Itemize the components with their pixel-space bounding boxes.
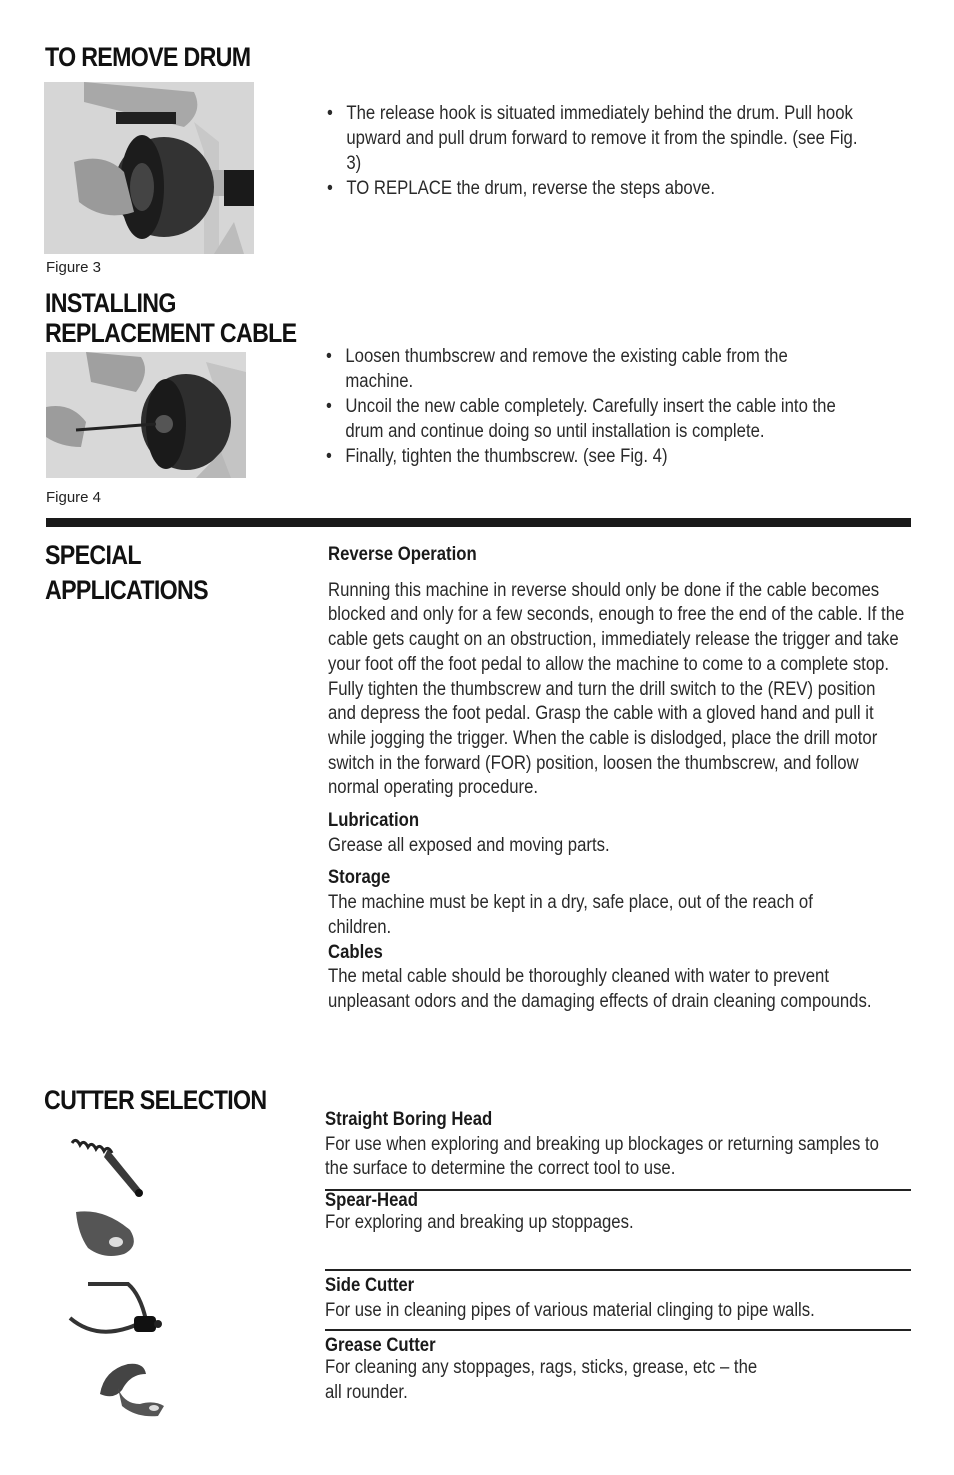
figure-3-caption: Figure 3 bbox=[46, 259, 102, 276]
section-divider bbox=[46, 518, 911, 527]
cutter-item-grease-cutter bbox=[325, 1335, 888, 1405]
cutter-item-spear-head bbox=[325, 1190, 888, 1234]
figure-4-caption: Figure 4 bbox=[46, 489, 102, 506]
cutter-item-title: Spear-Head bbox=[325, 1190, 418, 1211]
cutter-item-title: Straight Boring Head bbox=[325, 1109, 493, 1130]
replacement-cable-heading-line2: REPLACEMENT CABLE bbox=[45, 318, 297, 348]
replacement-cable-heading bbox=[45, 288, 337, 348]
cutter-divider bbox=[325, 1269, 911, 1271]
straight-boring-head-icon bbox=[68, 1135, 148, 1199]
replacement-cable-instructions bbox=[326, 344, 872, 469]
special-applications-heading-line2: APPLICATIONS bbox=[45, 575, 208, 605]
side-cutter-icon bbox=[68, 1280, 164, 1344]
figure-3-photo bbox=[44, 82, 254, 254]
replacement-cable-heading-line1: INSTALLING bbox=[45, 288, 176, 318]
cutter-item-description: For cleaning any stoppages, rags, sticks, grease, etc – the all rounder. bbox=[325, 1357, 758, 1403]
remove-drum-step-1: • The release hook is situated immediately behind the drum. Pull hook upward and pull drum forward to remove it from the spindle. (see Fig. 3) bbox=[327, 101, 873, 176]
lubrication-title: Lubrication bbox=[328, 810, 420, 832]
spear-head-icon bbox=[74, 1208, 140, 1260]
cutter-selection-heading: CUTTER SELECTION bbox=[44, 1085, 267, 1115]
special-applications-heading-line1: SPECIAL bbox=[45, 540, 141, 570]
remove-drum-instructions bbox=[327, 101, 873, 201]
cutter-item-title: Side Cutter bbox=[325, 1275, 415, 1296]
storage-title: Storage bbox=[328, 867, 391, 889]
remove-drum-heading: TO REMOVE DRUM bbox=[45, 42, 251, 72]
figure-4-photo bbox=[46, 352, 246, 478]
cutter-item-title: Grease Cutter bbox=[325, 1335, 436, 1356]
cutter-item-description: For use when exploring and breaking up blockages or returning samples to the surface to determine the correct tool to use. bbox=[325, 1133, 879, 1180]
cutter-divider bbox=[325, 1329, 911, 1331]
replacement-cable-step-3: • Finally, tighten the thumbscrew. (see Fig. 4) bbox=[326, 444, 872, 469]
grease-cutter-icon bbox=[94, 1360, 170, 1420]
cables-text: The metal cable should be thoroughly cleaned with water to prevent unpleasant odors and the damaging effects of drain cleaning compounds. bbox=[328, 966, 872, 1012]
lubrication-text: Grease all exposed and moving parts. bbox=[328, 834, 610, 856]
remove-drum-step-2: • TO REPLACE the drum, reverse the steps above. bbox=[327, 176, 873, 201]
replacement-cable-step-1: • Loosen thumbscrew and remove the existing cable from the machine. bbox=[326, 344, 816, 394]
reverse-operation-title: Reverse Operation bbox=[328, 544, 477, 565]
cables-title: Cables bbox=[328, 941, 383, 963]
cutter-item-straight-boring-head bbox=[325, 1108, 888, 1182]
special-applications-heading bbox=[45, 538, 234, 608]
storage-text: The machine must be kept in a dry, safe place, out of the reach of children. bbox=[328, 892, 813, 938]
cutter-item-side-cutter bbox=[325, 1273, 888, 1323]
replacement-cable-step-2: • Uncoil the new cable completely. Carefully insert the cable into the drum and continue doing so until installation is complete. bbox=[326, 394, 872, 444]
special-applications-content bbox=[328, 543, 904, 1015]
cutter-item-description: For use in cleaning pipes of various material clinging to pipe walls. bbox=[325, 1300, 815, 1321]
cutter-item-description: For exploring and breaking up stoppages. bbox=[325, 1212, 634, 1233]
reverse-operation-text: Running this machine in reverse should only be done if the cable becomes blocked and only for a few seconds, enough to free the end of the cable. If the cable gets caught on an obstruction, immediately release the trigger and take your foot off the foot pedal to allow the machine to come to a complete stop. Fully tighten the thumbscrew and turn the drill switch to the (REV) position and depress the foot pedal. Grasp the cable with a gloved hand and pull it while jogging the trigger. When the cable is dislodged, place the drill motor switch in the forward (FOR) position, loosen the thumbscrew, and follow normal operating procedure. bbox=[328, 579, 905, 799]
